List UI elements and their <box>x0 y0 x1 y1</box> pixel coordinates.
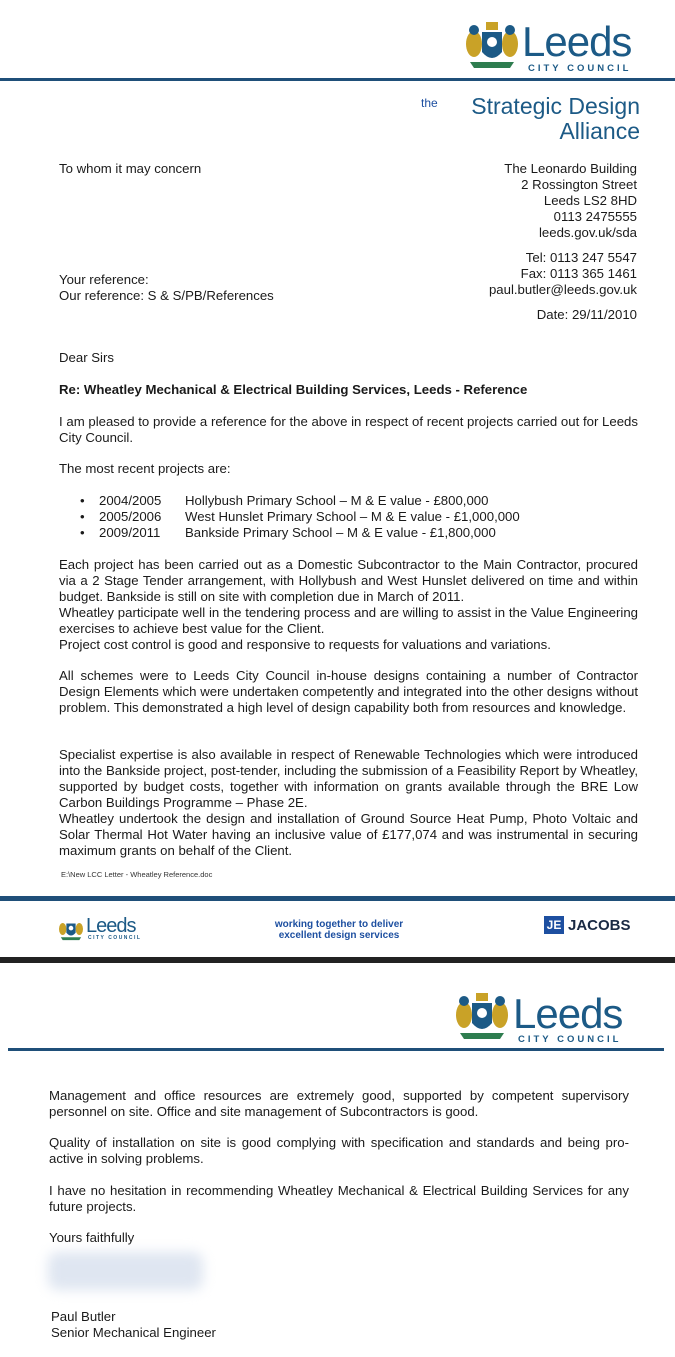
alliance-name-line1: Strategic Design <box>471 93 640 119</box>
project-years: 2005/2006 <box>99 509 162 524</box>
page2-paragraph-recommend: I have no hesitation in recommending Wheatley Mechanical & Electrical Building Services for any future projects. <box>49 1183 629 1214</box>
paragraph-intro: I am pleased to provide a reference for the above in respect of recent projects carried out for Leeds City Council. <box>59 414 638 445</box>
address-line: leeds.gov.uk/sda <box>539 225 637 240</box>
paragraph-procurement-b: Wheatley participate well in the tendering process and are willing to assist in the Value Engineering exercises to achieve best value for the Client. <box>59 605 638 636</box>
project-years: 2009/2011 <box>99 525 161 540</box>
paragraph-procurement-c: Project cost control is good and responsive to requests for valuations and variations. <box>59 637 551 652</box>
address-line: Leeds LS2 8HD <box>543 193 637 208</box>
footer-leeds-wordmark: Leeds <box>86 915 136 937</box>
project-list <box>59 493 639 541</box>
project-years: 2004/2005 <box>99 493 162 508</box>
tel-line: Tel: 0113 247 5547 <box>525 250 637 265</box>
address-line: 0113 2475555 <box>553 209 637 224</box>
paragraph-renewables-a: Specialist expertise is also available in respect of Renewable Technologies which were introduced into the Bankside project, post-tender, including the submission of a Feasibility Report by Wheatley, supported by budget costs, together with information on grants available through the BRE Low Carbon Buildings Programme – Phase 2E. <box>59 747 638 810</box>
project-name: Bankside Primary School – M & E value - £1,800,000 <box>185 525 496 540</box>
alliance-the: the <box>421 96 438 110</box>
tagline-line2: excellent design services <box>278 930 400 941</box>
jacobs-mark: JE <box>546 918 562 932</box>
email-line: paul.butler@leeds.gov.uk <box>488 282 637 297</box>
footer-leeds-subtitle: CITY COUNCIL <box>88 935 142 941</box>
signatory-block <box>51 1309 216 1341</box>
project-name: Hollybush Primary School – M & E value - £800,000 <box>185 493 489 508</box>
alliance-name-line2: Alliance <box>559 118 640 144</box>
leeds-logo-wordmark: Leeds <box>522 18 632 65</box>
signatory-title: Senior Mechanical Engineer <box>51 1325 216 1340</box>
jacobs-wordmark: JACOBS <box>568 917 631 934</box>
footer-tagline <box>250 919 428 941</box>
bullet-icon: • <box>80 509 85 524</box>
paragraph-procurement <box>59 557 638 653</box>
footer-rule <box>0 896 675 901</box>
sender-address <box>489 161 637 323</box>
salutation: Dear Sirs <box>59 350 114 365</box>
page2-paragraph-resources: Management and office resources are extremely good, supported by competent supervisory personnel on site. Office and site management of Subcontractors is good. <box>49 1088 629 1119</box>
closing: Yours faithfully <box>49 1230 135 1245</box>
paragraph-renewables <box>59 747 638 859</box>
coat-of-arms-icon <box>58 917 84 941</box>
header-rule <box>0 78 675 81</box>
address-line: 2 Rossington Street <box>521 177 637 192</box>
paragraph-procurement-a: Each project has been carried out as a Domestic Subcontractor to the Main Contractor, procured via a 2 Stage Tender arrangement, with Hollybush and West Hunslet delivered on time and within budget. Bankside is still on site with completion due in March of 2011. <box>59 557 638 604</box>
file-path: E:\New LCC Letter - Wheatley Reference.doc <box>61 870 213 879</box>
recipient-line: To whom it may concern <box>59 161 202 176</box>
coat-of-arms-icon <box>454 989 510 1041</box>
redacted-signature <box>48 1252 203 1290</box>
leeds-logo-subtitle: CITY COUNCIL <box>528 63 632 74</box>
list-item <box>59 509 639 525</box>
page-separator <box>0 957 675 963</box>
our-reference: Our reference: S & S/PB/References <box>59 288 274 303</box>
project-name: West Hunslet Primary School – M & E value - £1,000,000 <box>185 509 520 524</box>
bullet-icon: • <box>80 493 85 508</box>
page2-paragraph-quality: Quality of installation on site is good complying with specification and standards and being pro-active in solving problems. <box>49 1135 629 1166</box>
paragraph-renewables-b: Wheatley undertook the design and installation of Ground Source Heat Pump, Photo Voltaic and Solar Thermal Hot Water having an inclusive value of £177,074 and was instrumental in securing maximum grants on behalf of the Client. <box>59 811 638 858</box>
coat-of-arms-icon <box>464 18 520 70</box>
subject-line: Re: Wheatley Mechanical & Electrical Building Services, Leeds - Reference <box>59 382 528 397</box>
bullet-icon: • <box>80 525 85 540</box>
page2-header-rule <box>8 1048 664 1051</box>
jacobs-logo-icon <box>544 916 564 934</box>
your-reference: Your reference: <box>59 272 149 287</box>
address-line: The Leonardo Building <box>504 161 637 176</box>
list-item <box>59 493 639 509</box>
alliance-name <box>471 94 640 144</box>
signatory-name: Paul Butler <box>51 1309 116 1324</box>
tagline-line1: working together to deliver <box>274 919 404 930</box>
date-line: Date: 29/11/2010 <box>536 307 637 322</box>
leeds-logo-wordmark: Leeds <box>513 990 623 1037</box>
reference-block <box>59 272 274 304</box>
list-item <box>59 525 639 541</box>
paragraph-projects-lead: The most recent projects are: <box>59 461 231 476</box>
paragraph-design: All schemes were to Leeds City Council in-house designs containing a number of Contractor Design Elements which were undertaken competently and integrated into the other designs without problem. This demonstrated a high level of design capability both from resources and knowledge. <box>59 668 638 715</box>
leeds-logo-subtitle: CITY COUNCIL <box>518 1034 622 1045</box>
fax-line: Fax: 0113 365 1461 <box>520 266 637 281</box>
